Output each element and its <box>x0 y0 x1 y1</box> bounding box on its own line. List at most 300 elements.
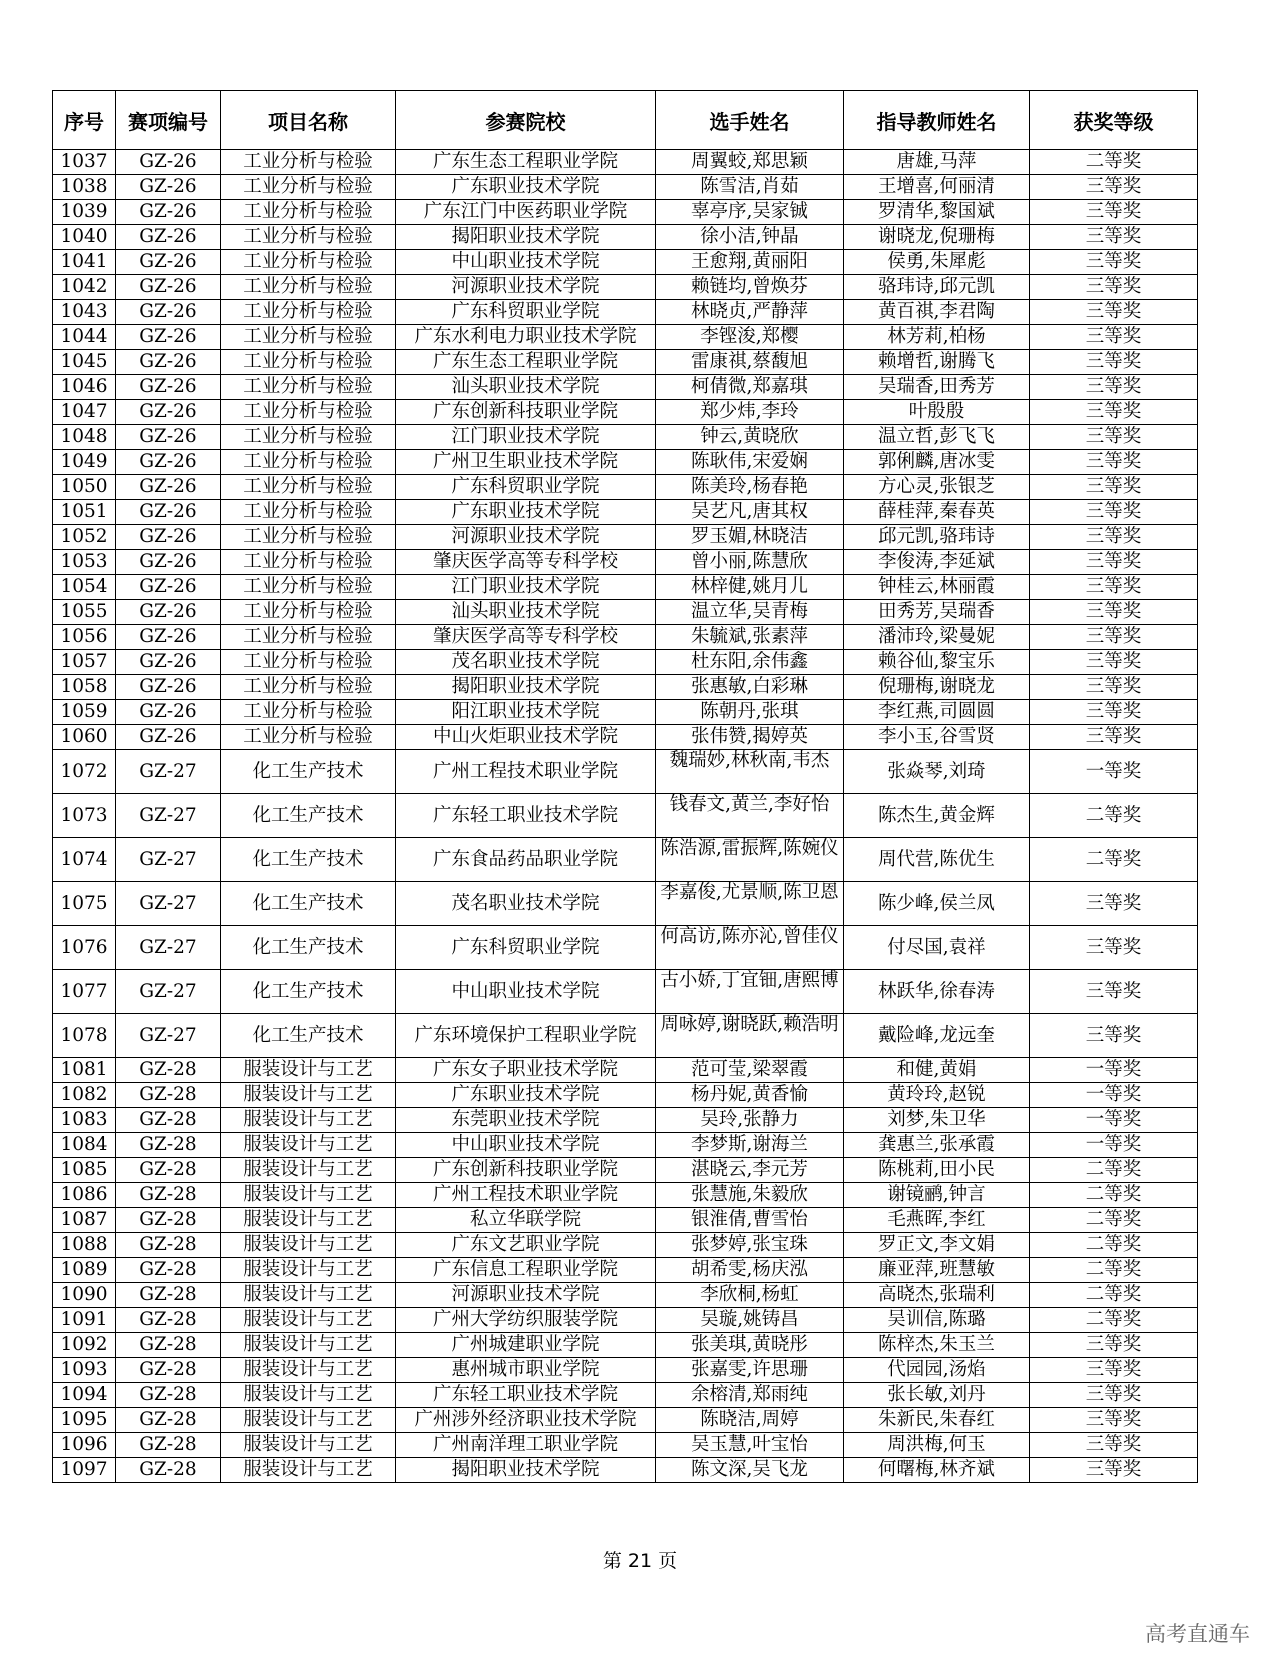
cell-instructors: 郭俐麟,唐冰雯 <box>844 450 1030 475</box>
cell-instructors: 倪珊梅,谢晓龙 <box>844 675 1030 700</box>
cell-award-level: 三等奖 <box>1030 675 1198 700</box>
cell-project-name: 化工生产技术 <box>221 970 396 1014</box>
cell-seq: 1085 <box>53 1158 116 1183</box>
table-row <box>53 150 1198 175</box>
cell-project-name: 工业分析与检验 <box>221 275 396 300</box>
cell-contestants: 张慧施,朱毅欣 <box>656 1183 844 1208</box>
cell-contestants: 余榕清,郑雨纯 <box>656 1383 844 1408</box>
cell-contestants: 吴玉慧,叶宝怡 <box>656 1433 844 1458</box>
table-row <box>53 1283 1198 1308</box>
cell-seq: 1083 <box>53 1108 116 1133</box>
cell-award-level: 三等奖 <box>1030 225 1198 250</box>
cell-seq: 1056 <box>53 625 116 650</box>
cell-seq: 1038 <box>53 175 116 200</box>
table-row <box>53 175 1198 200</box>
cell-contestants: 李梦斯,谢海兰 <box>656 1133 844 1158</box>
cell-award-level: 三等奖 <box>1030 200 1198 225</box>
cell-school: 广东水利电力职业技术学院 <box>396 325 656 350</box>
cell-school: 广东轻工职业技术学院 <box>396 1383 656 1408</box>
cell-instructors: 叶殷殷 <box>844 400 1030 425</box>
cell-contestants-text: 钱春文,黄兰,李好怡 <box>669 794 830 815</box>
cell-project-name: 工业分析与检验 <box>221 425 396 450</box>
cell-seq: 1039 <box>53 200 116 225</box>
cell-contestants <box>656 1014 844 1058</box>
cell-school: 中山火炬职业技术学院 <box>396 725 656 750</box>
cell-contestants <box>656 794 844 838</box>
header-event-code: 赛项编号 <box>116 91 221 150</box>
cell-contestants: 林梓健,姚月儿 <box>656 575 844 600</box>
cell-seq: 1092 <box>53 1333 116 1358</box>
cell-school: 惠州城市职业学院 <box>396 1358 656 1383</box>
cell-event-code: GZ-28 <box>116 1083 221 1108</box>
table-row <box>53 475 1198 500</box>
cell-school: 肇庆医学高等专科学校 <box>396 550 656 575</box>
cell-contestants: 陈雪洁,肖茹 <box>656 175 844 200</box>
cell-instructors: 张焱琴,刘琦 <box>844 750 1030 794</box>
cell-instructors: 侯勇,朱犀彪 <box>844 250 1030 275</box>
table-row <box>53 625 1198 650</box>
cell-seq: 1096 <box>53 1433 116 1458</box>
cell-event-code: GZ-28 <box>116 1308 221 1333</box>
table-row <box>53 325 1198 350</box>
cell-school: 河源职业技术学院 <box>396 1283 656 1308</box>
cell-project-name: 化工生产技术 <box>221 838 396 882</box>
cell-event-code: GZ-26 <box>116 475 221 500</box>
table-row <box>53 650 1198 675</box>
cell-contestants <box>656 750 844 794</box>
cell-seq: 1093 <box>53 1358 116 1383</box>
cell-project-name: 工业分析与检验 <box>221 600 396 625</box>
cell-instructors: 周代营,陈优生 <box>844 838 1030 882</box>
cell-project-name: 工业分析与检验 <box>221 175 396 200</box>
cell-project-name: 工业分析与检验 <box>221 375 396 400</box>
cell-award-level: 三等奖 <box>1030 425 1198 450</box>
cell-contestants: 李铿浚,郑樱 <box>656 325 844 350</box>
cell-event-code: GZ-28 <box>116 1283 221 1308</box>
cell-school: 广州涉外经济职业技术学院 <box>396 1408 656 1433</box>
cell-project-name: 工业分析与检验 <box>221 625 396 650</box>
cell-award-level: 三等奖 <box>1030 350 1198 375</box>
table-row <box>53 700 1198 725</box>
cell-school: 广州城建职业学院 <box>396 1333 656 1358</box>
header-seq: 序号 <box>53 91 116 150</box>
cell-award-level: 二等奖 <box>1030 1208 1198 1233</box>
cell-instructors: 付尽国,袁祥 <box>844 926 1030 970</box>
cell-award-level: 三等奖 <box>1030 300 1198 325</box>
cell-event-code: GZ-28 <box>116 1133 221 1158</box>
cell-event-code: GZ-27 <box>116 794 221 838</box>
table-row <box>53 1233 1198 1258</box>
cell-school: 广东文艺职业学院 <box>396 1233 656 1258</box>
cell-seq: 1045 <box>53 350 116 375</box>
cell-project-name: 工业分析与检验 <box>221 400 396 425</box>
cell-contestants: 林晓贞,严静萍 <box>656 300 844 325</box>
cell-school: 广东职业技术学院 <box>396 1083 656 1108</box>
cell-instructors: 高晓杰,张瑞利 <box>844 1283 1030 1308</box>
cell-seq: 1049 <box>53 450 116 475</box>
cell-project-name: 化工生产技术 <box>221 882 396 926</box>
table-row <box>53 1083 1198 1108</box>
cell-event-code: GZ-27 <box>116 926 221 970</box>
cell-instructors: 唐雄,马萍 <box>844 150 1030 175</box>
cell-seq: 1097 <box>53 1458 116 1483</box>
header-contestants: 选手姓名 <box>656 91 844 150</box>
cell-award-level: 三等奖 <box>1030 550 1198 575</box>
cell-event-code: GZ-26 <box>116 200 221 225</box>
cell-award-level: 三等奖 <box>1030 600 1198 625</box>
cell-award-level: 三等奖 <box>1030 325 1198 350</box>
cell-project-name: 服装设计与工艺 <box>221 1133 396 1158</box>
cell-event-code: GZ-27 <box>116 1014 221 1058</box>
page-number: 第 21 页 <box>602 1550 678 1572</box>
cell-contestants: 吴璇,姚铸昌 <box>656 1308 844 1333</box>
cell-project-name: 服装设计与工艺 <box>221 1433 396 1458</box>
cell-contestants: 钟云,黄晓欣 <box>656 425 844 450</box>
cell-school: 广东生态工程职业学院 <box>396 350 656 375</box>
cell-contestants <box>656 970 844 1014</box>
cell-instructors: 陈桃莉,田小民 <box>844 1158 1030 1183</box>
cell-contestants: 陈文深,吴飞龙 <box>656 1458 844 1483</box>
cell-award-level: 二等奖 <box>1030 1183 1198 1208</box>
cell-project-name: 服装设计与工艺 <box>221 1308 396 1333</box>
cell-event-code: GZ-26 <box>116 600 221 625</box>
cell-award-level: 三等奖 <box>1030 1358 1198 1383</box>
table-row <box>53 225 1198 250</box>
cell-event-code: GZ-27 <box>116 750 221 794</box>
cell-school: 广东轻工职业技术学院 <box>396 794 656 838</box>
cell-instructors: 刘梦,朱卫华 <box>844 1108 1030 1133</box>
cell-school: 江门职业技术学院 <box>396 575 656 600</box>
cell-event-code: GZ-26 <box>116 650 221 675</box>
cell-award-level: 三等奖 <box>1030 450 1198 475</box>
cell-seq: 1090 <box>53 1283 116 1308</box>
cell-seq: 1040 <box>53 225 116 250</box>
cell-project-name: 工业分析与检验 <box>221 350 396 375</box>
cell-instructors: 周洪梅,何玉 <box>844 1433 1030 1458</box>
cell-award-level: 二等奖 <box>1030 794 1198 838</box>
cell-project-name: 服装设计与工艺 <box>221 1458 396 1483</box>
cell-award-level: 三等奖 <box>1030 625 1198 650</box>
table-body <box>53 150 1198 1483</box>
cell-instructors: 代园园,汤焰 <box>844 1358 1030 1383</box>
cell-contestants-text: 何高访,陈亦沁,曾佳仪 <box>660 926 839 947</box>
cell-instructors: 罗正文,李文娟 <box>844 1233 1030 1258</box>
cell-contestants: 范可莹,梁翠霞 <box>656 1058 844 1083</box>
cell-event-code: GZ-28 <box>116 1358 221 1383</box>
cell-seq: 1046 <box>53 375 116 400</box>
cell-contestants: 朱毓斌,张素萍 <box>656 625 844 650</box>
cell-contestants: 徐小洁,钟晶 <box>656 225 844 250</box>
cell-seq: 1095 <box>53 1408 116 1433</box>
cell-seq: 1043 <box>53 300 116 325</box>
table-row <box>53 750 1198 794</box>
cell-project-name: 服装设计与工艺 <box>221 1408 396 1433</box>
cell-event-code: GZ-26 <box>116 250 221 275</box>
cell-seq: 1050 <box>53 475 116 500</box>
cell-award-level: 一等奖 <box>1030 750 1198 794</box>
cell-instructors: 李俊涛,李延斌 <box>844 550 1030 575</box>
cell-contestants: 张嘉雯,许思珊 <box>656 1358 844 1383</box>
cell-instructors: 薛桂萍,秦春英 <box>844 500 1030 525</box>
cell-contestants: 郑少炜,李玲 <box>656 400 844 425</box>
cell-school: 广东江门中医药职业学院 <box>396 200 656 225</box>
table-row <box>53 882 1198 926</box>
cell-award-level: 三等奖 <box>1030 1383 1198 1408</box>
cell-instructors: 王增喜,何丽清 <box>844 175 1030 200</box>
cell-project-name: 服装设计与工艺 <box>221 1083 396 1108</box>
cell-school: 广州卫生职业技术学院 <box>396 450 656 475</box>
cell-project-name: 服装设计与工艺 <box>221 1108 396 1133</box>
cell-school: 广东生态工程职业学院 <box>396 150 656 175</box>
cell-seq: 1075 <box>53 882 116 926</box>
table-row <box>53 400 1198 425</box>
table-row <box>53 1133 1198 1158</box>
cell-school: 揭阳职业技术学院 <box>396 225 656 250</box>
cell-school: 广东食品药品职业学院 <box>396 838 656 882</box>
table-row <box>53 1383 1198 1408</box>
cell-project-name: 工业分析与检验 <box>221 525 396 550</box>
cell-contestants: 赖链均,曾焕芬 <box>656 275 844 300</box>
cell-contestants-text: 李嘉俊,尤景顺,陈卫恩 <box>660 882 839 903</box>
cell-event-code: GZ-28 <box>116 1458 221 1483</box>
table-row <box>53 1108 1198 1133</box>
cell-project-name: 服装设计与工艺 <box>221 1208 396 1233</box>
cell-seq: 1088 <box>53 1233 116 1258</box>
cell-school: 广东环境保护工程职业学院 <box>396 1014 656 1058</box>
cell-project-name: 工业分析与检验 <box>221 675 396 700</box>
cell-event-code: GZ-26 <box>116 625 221 650</box>
cell-seq: 1059 <box>53 700 116 725</box>
watermark: 高考直通车 <box>1145 1622 1250 1646</box>
cell-project-name: 工业分析与检验 <box>221 700 396 725</box>
cell-contestants: 胡希雯,杨庆泓 <box>656 1258 844 1283</box>
cell-seq: 1060 <box>53 725 116 750</box>
table-row <box>53 525 1198 550</box>
cell-award-level: 二等奖 <box>1030 1158 1198 1183</box>
cell-award-level: 三等奖 <box>1030 700 1198 725</box>
cell-instructors: 林芳莉,柏杨 <box>844 325 1030 350</box>
cell-instructors: 朱新民,朱春红 <box>844 1408 1030 1433</box>
cell-award-level: 三等奖 <box>1030 375 1198 400</box>
cell-project-name: 工业分析与检验 <box>221 200 396 225</box>
cell-project-name: 工业分析与检验 <box>221 725 396 750</box>
cell-instructors: 黄百祺,李君陶 <box>844 300 1030 325</box>
cell-seq: 1053 <box>53 550 116 575</box>
cell-event-code: GZ-28 <box>116 1233 221 1258</box>
cell-award-level: 二等奖 <box>1030 1283 1198 1308</box>
cell-instructors: 龚惠兰,张承霞 <box>844 1133 1030 1158</box>
cell-project-name: 工业分析与检验 <box>221 500 396 525</box>
cell-award-level: 三等奖 <box>1030 1333 1198 1358</box>
cell-school: 广东创新科技职业学院 <box>396 400 656 425</box>
cell-seq: 1072 <box>53 750 116 794</box>
header-project-name: 项目名称 <box>221 91 396 150</box>
cell-contestants: 陈美玲,杨春艳 <box>656 475 844 500</box>
cell-instructors: 赖增哲,谢腾飞 <box>844 350 1030 375</box>
cell-instructors: 黄玲玲,赵锐 <box>844 1083 1030 1108</box>
cell-contestants: 杜东阳,余伟鑫 <box>656 650 844 675</box>
cell-instructors: 廉亚萍,班慧敏 <box>844 1258 1030 1283</box>
cell-project-name: 工业分析与检验 <box>221 650 396 675</box>
cell-event-code: GZ-26 <box>116 700 221 725</box>
cell-instructors: 陈少峰,侯兰凤 <box>844 882 1030 926</box>
table-row <box>53 500 1198 525</box>
cell-event-code: GZ-26 <box>116 225 221 250</box>
cell-instructors: 谢晓龙,倪珊梅 <box>844 225 1030 250</box>
cell-event-code: GZ-26 <box>116 175 221 200</box>
cell-seq: 1081 <box>53 1058 116 1083</box>
cell-project-name: 服装设计与工艺 <box>221 1258 396 1283</box>
cell-award-level: 三等奖 <box>1030 275 1198 300</box>
cell-award-level: 三等奖 <box>1030 970 1198 1014</box>
cell-school: 揭阳职业技术学院 <box>396 675 656 700</box>
cell-instructors: 陈杰生,黄金辉 <box>844 794 1030 838</box>
cell-contestants <box>656 838 844 882</box>
table-row <box>53 1014 1198 1058</box>
cell-seq: 1055 <box>53 600 116 625</box>
cell-seq: 1041 <box>53 250 116 275</box>
cell-contestants: 吴玲,张静力 <box>656 1108 844 1133</box>
cell-event-code: GZ-27 <box>116 838 221 882</box>
cell-event-code: GZ-26 <box>116 275 221 300</box>
cell-seq: 1082 <box>53 1083 116 1108</box>
cell-event-code: GZ-28 <box>116 1258 221 1283</box>
cell-school: 江门职业技术学院 <box>396 425 656 450</box>
cell-instructors: 戴险峰,龙远奎 <box>844 1014 1030 1058</box>
cell-school: 汕头职业技术学院 <box>396 375 656 400</box>
cell-contestants: 吴艺凡,唐其权 <box>656 500 844 525</box>
cell-school: 中山职业技术学院 <box>396 1133 656 1158</box>
table-row <box>53 450 1198 475</box>
cell-award-level: 三等奖 <box>1030 650 1198 675</box>
cell-seq: 1086 <box>53 1183 116 1208</box>
cell-instructors: 钟桂云,林丽霞 <box>844 575 1030 600</box>
cell-contestants-text: 陈浩源,雷振辉,陈婉仪 <box>660 838 839 859</box>
cell-school: 肇庆医学高等专科学校 <box>396 625 656 650</box>
cell-school: 东莞职业技术学院 <box>396 1108 656 1133</box>
cell-award-level: 三等奖 <box>1030 1458 1198 1483</box>
header-instructors: 指导教师姓名 <box>844 91 1030 150</box>
cell-event-code: GZ-26 <box>116 725 221 750</box>
table-row <box>53 1408 1198 1433</box>
cell-school: 广东女子职业技术学院 <box>396 1058 656 1083</box>
cell-event-code: GZ-28 <box>116 1333 221 1358</box>
cell-seq: 1089 <box>53 1258 116 1283</box>
table-row <box>53 675 1198 700</box>
cell-school: 广东职业技术学院 <box>396 500 656 525</box>
cell-seq: 1091 <box>53 1308 116 1333</box>
cell-award-level: 二等奖 <box>1030 1258 1198 1283</box>
cell-event-code: GZ-28 <box>116 1158 221 1183</box>
cell-award-level: 一等奖 <box>1030 1108 1198 1133</box>
table-row <box>53 425 1198 450</box>
cell-contestants: 李欣桐,杨虹 <box>656 1283 844 1308</box>
cell-instructors: 潘沛玲,梁曼妮 <box>844 625 1030 650</box>
cell-award-level: 三等奖 <box>1030 250 1198 275</box>
header-row <box>53 91 1198 150</box>
cell-instructors: 温立哲,彭飞飞 <box>844 425 1030 450</box>
cell-instructors: 林跃华,徐春涛 <box>844 970 1030 1014</box>
cell-award-level: 三等奖 <box>1030 1433 1198 1458</box>
cell-contestants: 柯倩微,郑嘉琪 <box>656 375 844 400</box>
cell-project-name: 工业分析与检验 <box>221 250 396 275</box>
results-table <box>52 90 1198 1483</box>
cell-award-level: 二等奖 <box>1030 1233 1198 1258</box>
cell-award-level: 二等奖 <box>1030 1308 1198 1333</box>
cell-contestants <box>656 926 844 970</box>
cell-contestants: 雷康祺,蔡馥旭 <box>656 350 844 375</box>
cell-award-level: 三等奖 <box>1030 882 1198 926</box>
cell-instructors: 赖谷仙,黎宝乐 <box>844 650 1030 675</box>
table-row <box>53 1158 1198 1183</box>
header-school: 参赛院校 <box>396 91 656 150</box>
table-row <box>53 275 1198 300</box>
table-row <box>53 970 1198 1014</box>
cell-instructors: 方心灵,张银芝 <box>844 475 1030 500</box>
cell-project-name: 工业分析与检验 <box>221 550 396 575</box>
cell-seq: 1052 <box>53 525 116 550</box>
cell-project-name: 服装设计与工艺 <box>221 1183 396 1208</box>
cell-contestants: 温立华,吴青梅 <box>656 600 844 625</box>
cell-seq: 1044 <box>53 325 116 350</box>
table-row <box>53 300 1198 325</box>
cell-event-code: GZ-28 <box>116 1208 221 1233</box>
cell-school: 广东信息工程职业学院 <box>396 1258 656 1283</box>
cell-project-name: 化工生产技术 <box>221 750 396 794</box>
cell-seq: 1078 <box>53 1014 116 1058</box>
cell-event-code: GZ-28 <box>116 1433 221 1458</box>
cell-award-level: 二等奖 <box>1030 838 1198 882</box>
cell-instructors: 罗清华,黎国斌 <box>844 200 1030 225</box>
table-row <box>53 1183 1198 1208</box>
cell-event-code: GZ-26 <box>116 575 221 600</box>
cell-contestants: 陈晓洁,周婷 <box>656 1408 844 1433</box>
cell-contestants-text: 周咏婷,谢晓跃,赖浩明 <box>660 1014 839 1035</box>
cell-school: 广东科贸职业学院 <box>396 475 656 500</box>
table-row <box>53 250 1198 275</box>
cell-award-level: 三等奖 <box>1030 525 1198 550</box>
cell-contestants: 王愈翔,黄丽阳 <box>656 250 844 275</box>
cell-contestants-text: 古小娇,丁宜钿,唐熙博 <box>660 970 839 991</box>
cell-school: 河源职业技术学院 <box>396 525 656 550</box>
cell-instructors: 李红燕,司圆圆 <box>844 700 1030 725</box>
table-row <box>53 1358 1198 1383</box>
cell-contestants <box>656 882 844 926</box>
table-row <box>53 550 1198 575</box>
cell-award-level: 三等奖 <box>1030 1014 1198 1058</box>
cell-school: 茂名职业技术学院 <box>396 650 656 675</box>
cell-event-code: GZ-26 <box>116 675 221 700</box>
cell-award-level: 一等奖 <box>1030 1083 1198 1108</box>
table-row <box>53 1258 1198 1283</box>
cell-award-level: 三等奖 <box>1030 725 1198 750</box>
table-row <box>53 575 1198 600</box>
cell-project-name: 工业分析与检验 <box>221 325 396 350</box>
cell-seq: 1037 <box>53 150 116 175</box>
cell-contestants: 湛晓云,李元芳 <box>656 1158 844 1183</box>
cell-instructors: 吴瑞香,田秀芳 <box>844 375 1030 400</box>
cell-school: 广州工程技术职业学院 <box>396 750 656 794</box>
table-row <box>53 926 1198 970</box>
cell-contestants: 银淮倩,曹雪怡 <box>656 1208 844 1233</box>
cell-seq: 1042 <box>53 275 116 300</box>
table-row <box>53 200 1198 225</box>
cell-award-level: 三等奖 <box>1030 1408 1198 1433</box>
cell-project-name: 工业分析与检验 <box>221 150 396 175</box>
cell-contestants: 张惠敏,白彩琳 <box>656 675 844 700</box>
table-row <box>53 350 1198 375</box>
cell-school: 广州南洋理工职业学院 <box>396 1433 656 1458</box>
